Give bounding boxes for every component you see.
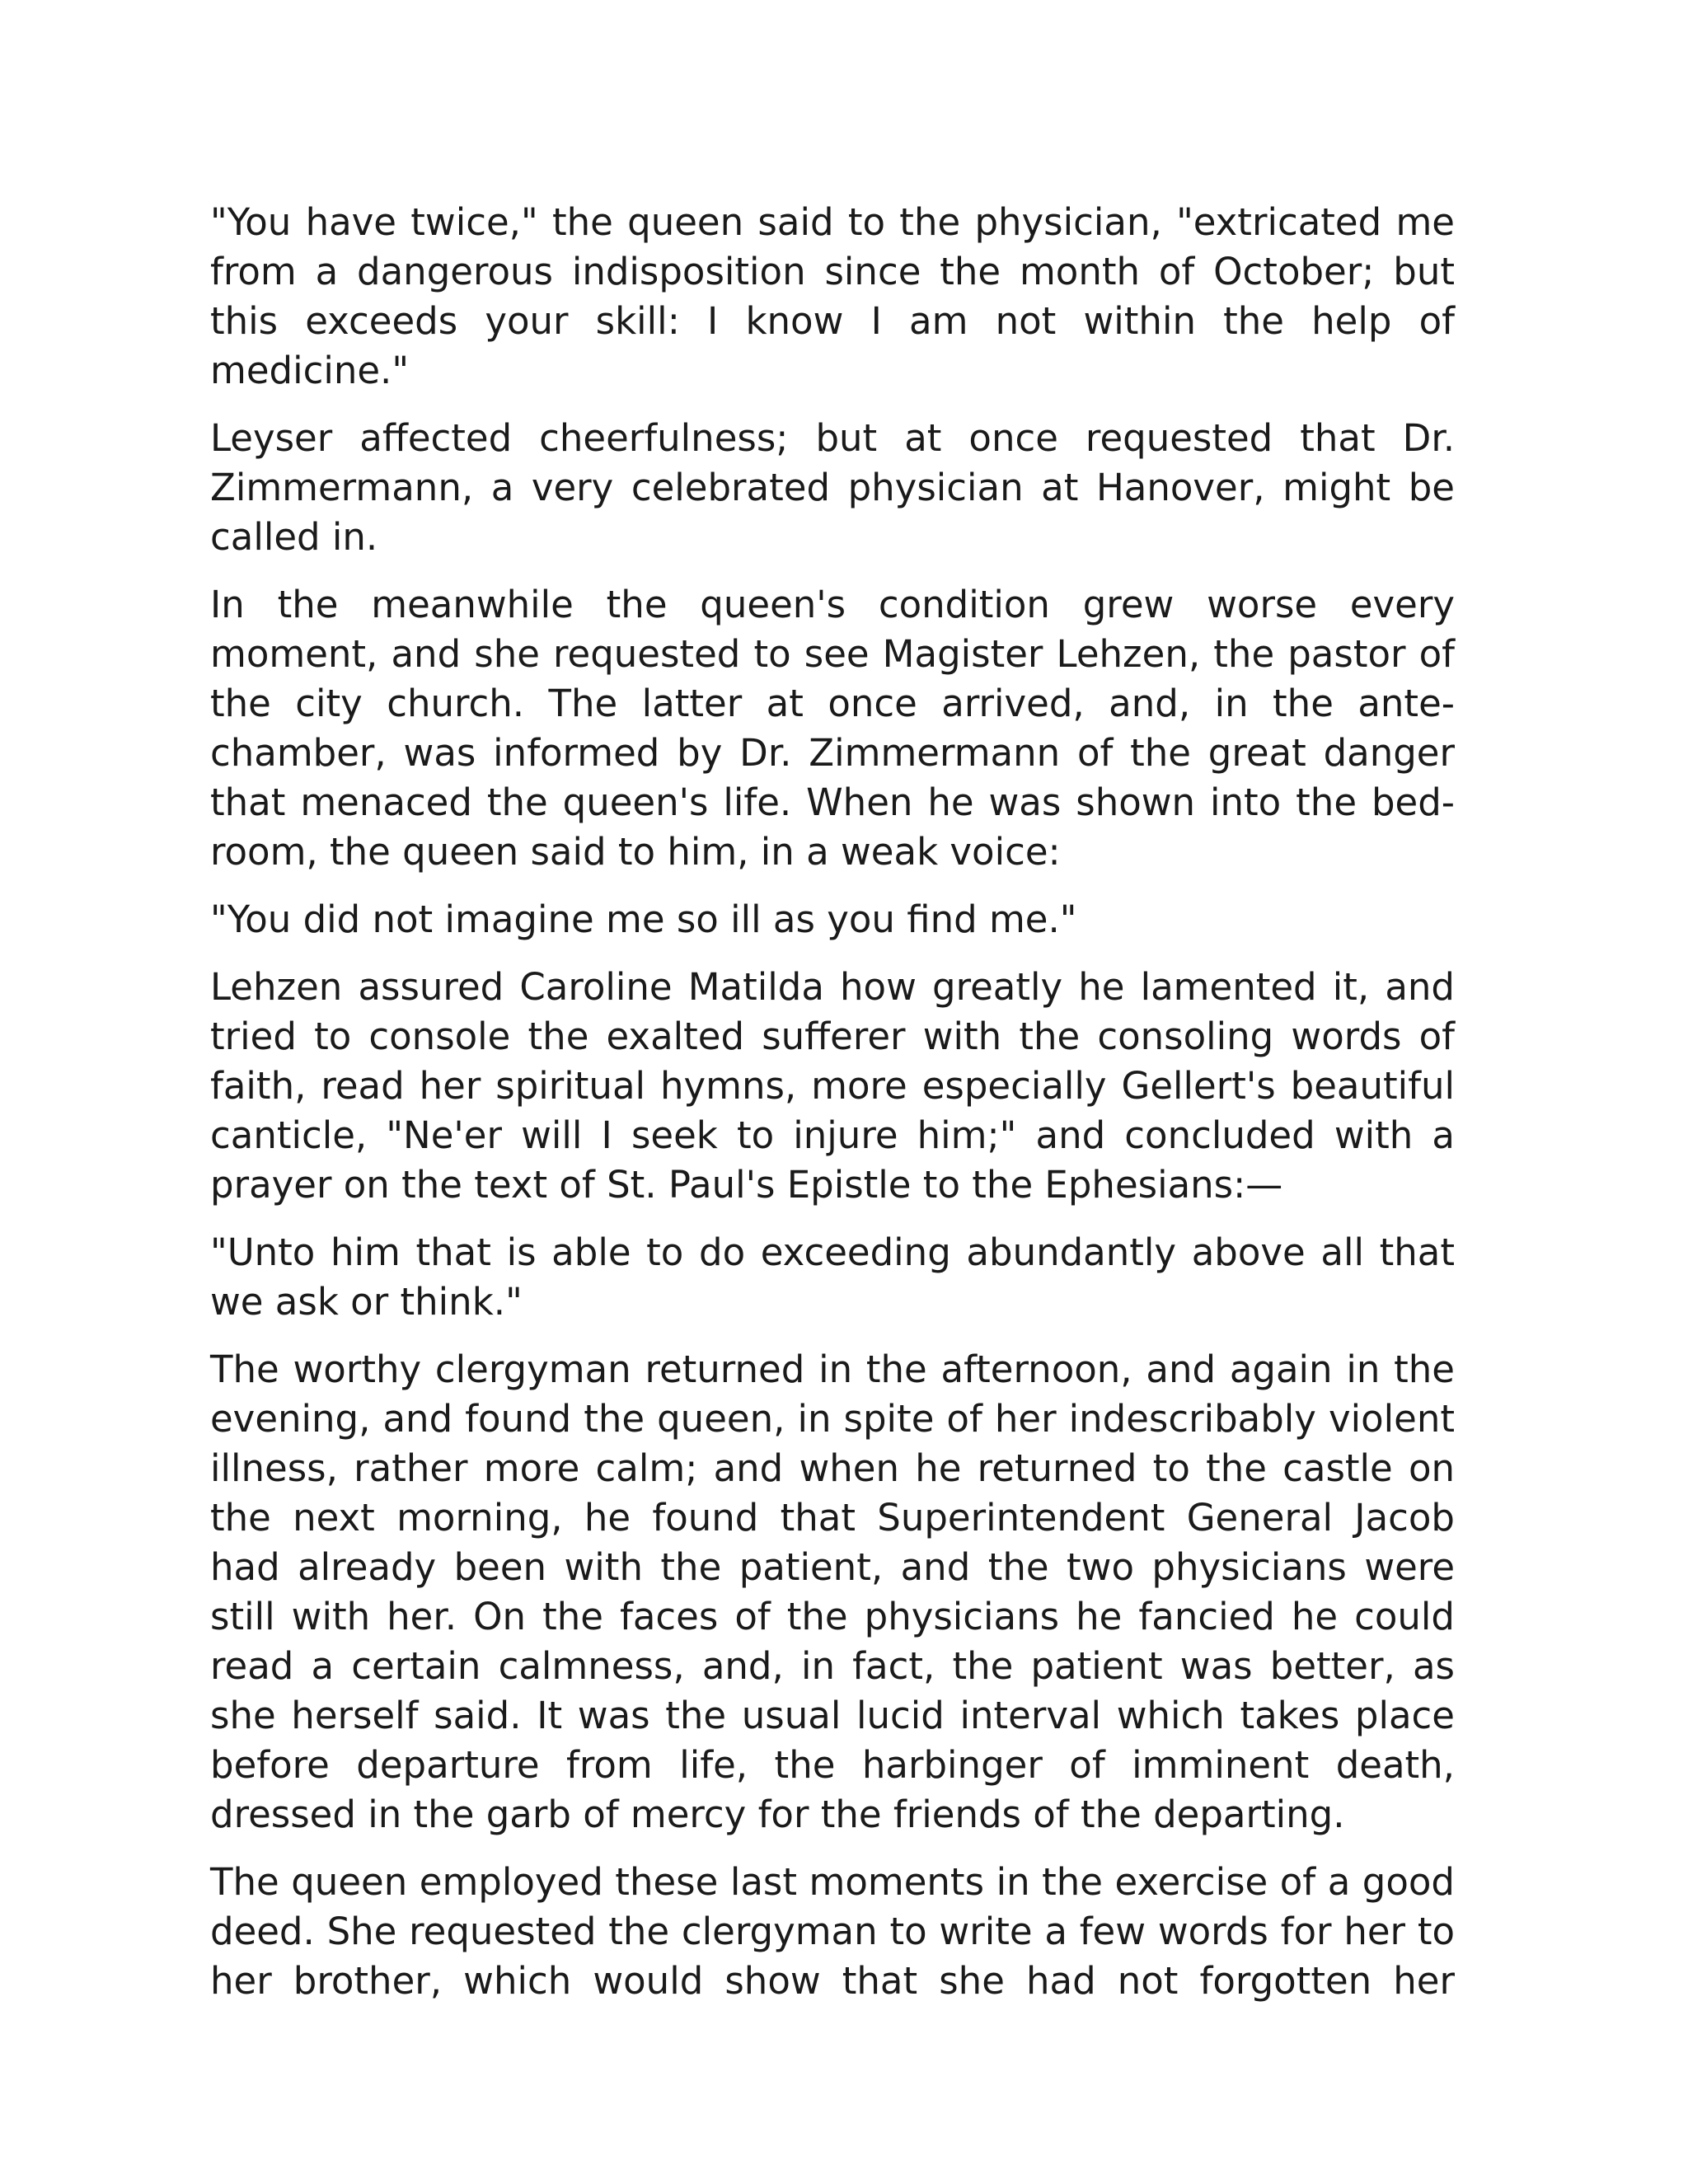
paragraph-4: "You did not imagine me so ill as you find me."	[210, 898, 1077, 941]
paragraph-6: "Unto him that is able to do exceeding abundantly above all that we ask or think."	[210, 1230, 1455, 1324]
paragraph-2: Leyser affected cheerfulness; but at once requested that Dr. Zimmermann, a very celebrated physician at Hanover, might be called in.	[210, 416, 1455, 559]
paragraph-7: The worthy clergyman returned in the afternoon, and again in the evening, and found the queen, in spite of her indescribably violent illness, rather more calm; and when he returned to the castle on the next morning, he found that Superintendent General Jacob had already been with the patient, and the two physicians were still with her. On the faces of the physicians he fancied he could read a certain calmness, and, in fact, the patient was better, as she herself said. It was the usual lucid interval which takes place before departure from life, the harbinger of imminent death, dressed in the garb of mercy for the friends of the departing.	[210, 1347, 1455, 1836]
page-text	[210, 198, 1455, 2024]
paragraph-3: In the meanwhile the queen's condition grew worse every moment, and she requested to see Magister Lehzen, the pastor of the city church. The latter at once arrived, and, in the ante-chamber, was informed by Dr. Zimmermann of the great danger that menaced the queen's life. When he was shown into the bed-room, the queen said to him, in a weak voice:	[210, 583, 1455, 874]
paragraph-8: The queen employed these last moments in the exercise of a good deed. She requested the clergyman to write a few words for her to her brother, which would show that she had not forgotten her	[210, 1860, 1455, 2003]
paragraph-1: "You have twice," the queen said to the physician, "extricated me from a dangerous indisposition since the month of October; but this exceeds your skill: I know I am not within the help of medicine."	[210, 200, 1455, 392]
paragraph-5: Lehzen assured Caroline Matilda how greatly he lamented it, and tried to console the exalted sufferer with the consoling words of faith, read her spiritual hymns, more especially Gellert's beautiful canticle, "Ne'er will I seek to injure him;" and concluded with a prayer on the text of St. Paul's Epistle to the Ephesians:—	[210, 965, 1455, 1207]
